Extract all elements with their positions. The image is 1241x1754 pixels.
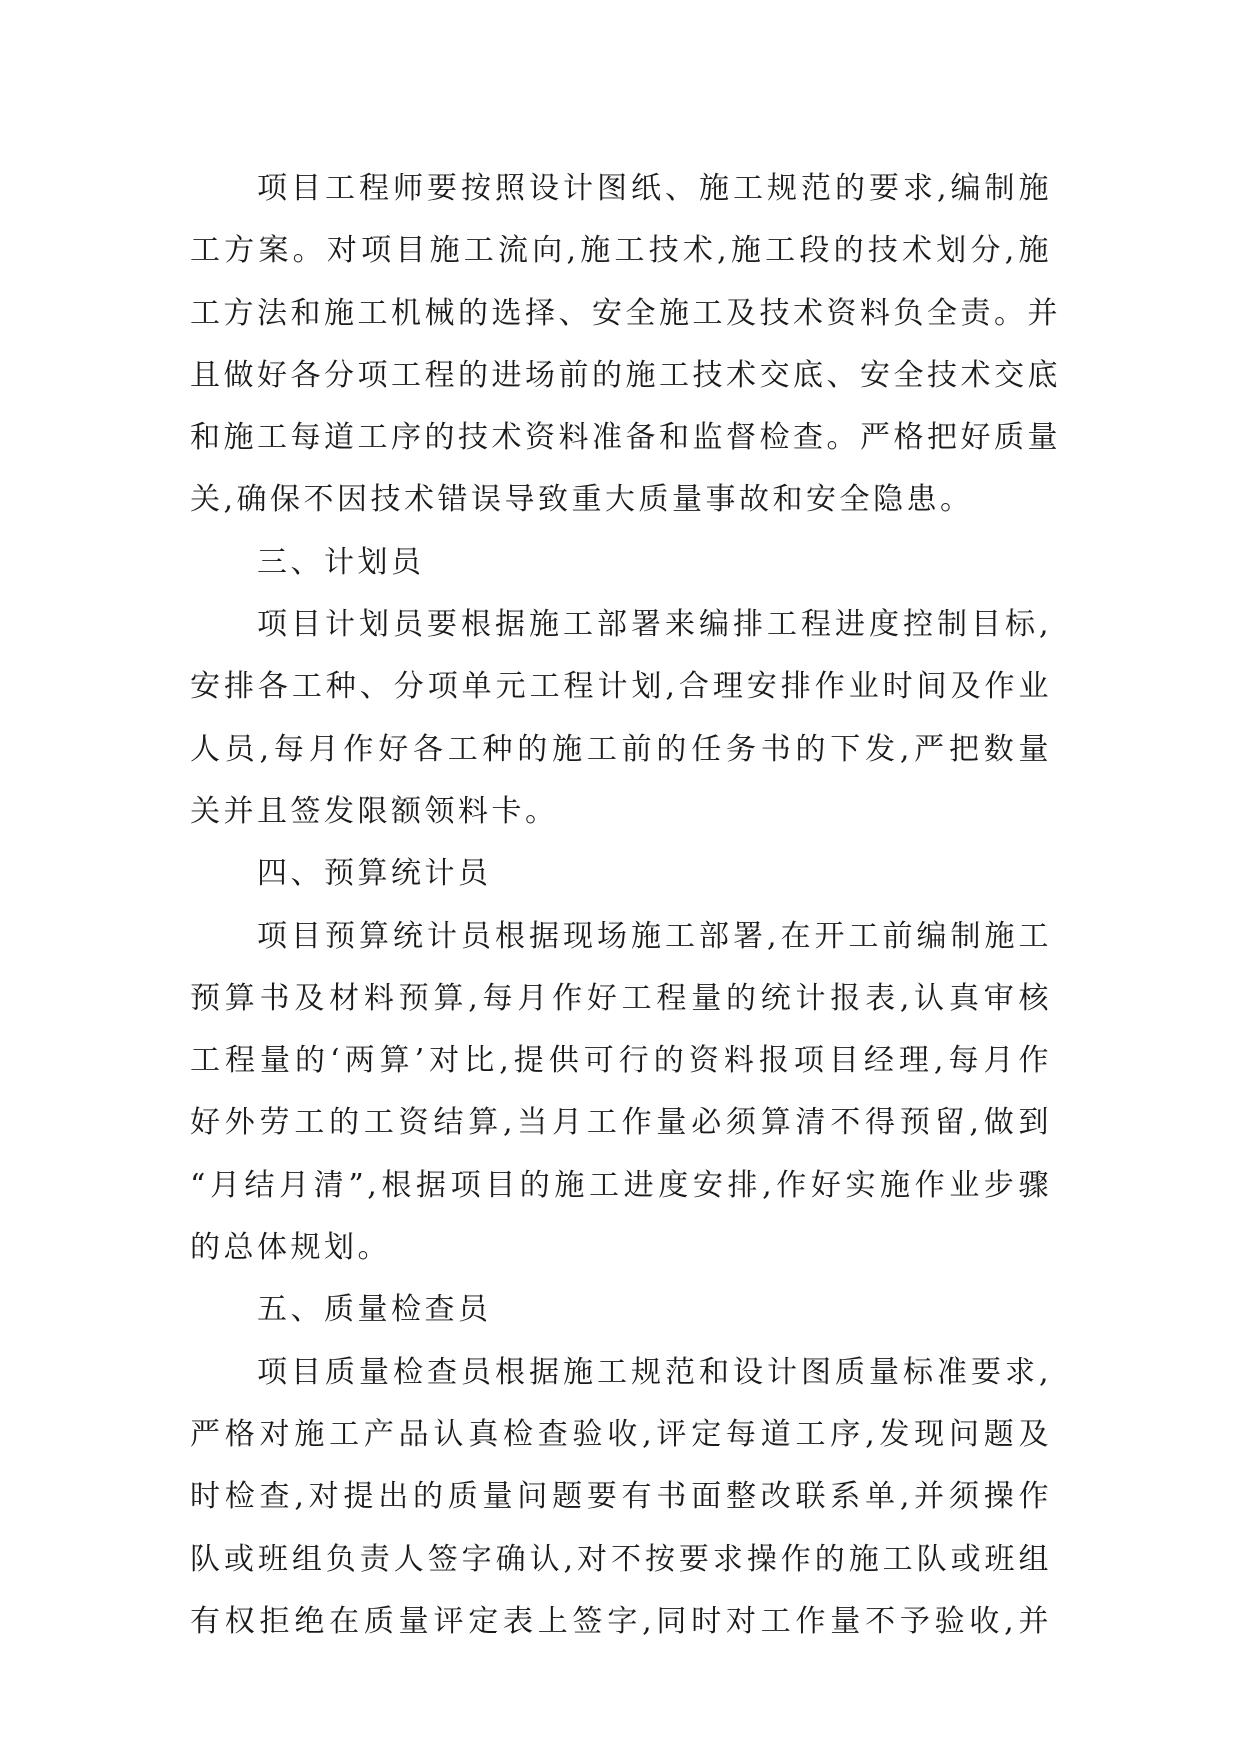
text-line: 有权拒绝在质量评定表上签字,同时对工作量不予验收,并 bbox=[190, 1603, 1052, 1639]
text-line: 项目质量检查员根据施工规范和设计图质量标准要求, bbox=[257, 1354, 1052, 1390]
text-line: 三、计划员 bbox=[257, 544, 425, 580]
text-line: 且做好各分项工程的进场前的施工技术交底、安全技术交底 bbox=[190, 357, 1061, 393]
text-line: 人员,每月作好各工种的施工前的任务书的下发,严把数量 bbox=[190, 731, 1052, 767]
text-line: 预算书及材料预算,每月作好工程量的统计报表,认真审核 bbox=[190, 980, 1052, 1016]
text-line: 工方法和施工机械的选择、安全施工及技术资料负全责。并 bbox=[190, 295, 1061, 331]
text-line: 工方案。对项目施工流向,施工技术,施工段的技术划分,施 bbox=[190, 233, 1052, 269]
text-line: 项目预算统计员根据现场施工部署,在开工前编制施工 bbox=[257, 918, 1052, 954]
text-line: 项目工程师要按照设计图纸、施工规范的要求,编制施 bbox=[257, 171, 1052, 206]
text-line: 队或班组负责人签字确认,对不按要求操作的施工队或班组 bbox=[190, 1541, 1052, 1577]
text-line: 项目计划员要根据施工部署来编排工程进度控制目标, bbox=[257, 607, 1052, 643]
text-line: 四、预算统计员 bbox=[257, 856, 492, 892]
text-line: 关并且签发限额领料卡。 bbox=[190, 793, 559, 829]
text-line: 好外劳工的工资结算,当月工作量必须算清不得预留,做到 bbox=[190, 1105, 1052, 1141]
text-line: 严格对施工产品认真检查验收,评定每道工序,发现问题及 bbox=[190, 1416, 1052, 1452]
text-line: “月结月清”,根据项目的施工进度安排,作好实施作业步骤 bbox=[190, 1167, 1052, 1203]
text-line: 五、质量检查员 bbox=[257, 1292, 492, 1328]
document-body bbox=[190, 158, 1061, 1653]
text-line: 和施工每道工序的技术资料准备和监督检查。严格把好质量 bbox=[190, 420, 1061, 456]
text-line: 工程量的‘两算’对比,提供可行的资料报项目经理,每月作 bbox=[190, 1043, 1052, 1079]
text-line: 时检查,对提出的质量问题要有书面整改联系单,并须操作 bbox=[190, 1479, 1052, 1515]
text-line: 关,确保不因技术错误导致重大质量事故和安全隐患。 bbox=[190, 482, 974, 518]
text-line: 的总体规划。 bbox=[190, 1230, 391, 1266]
text-line: 安排各工种、分项单元工程计划,合理安排作业时间及作业 bbox=[190, 669, 1052, 705]
